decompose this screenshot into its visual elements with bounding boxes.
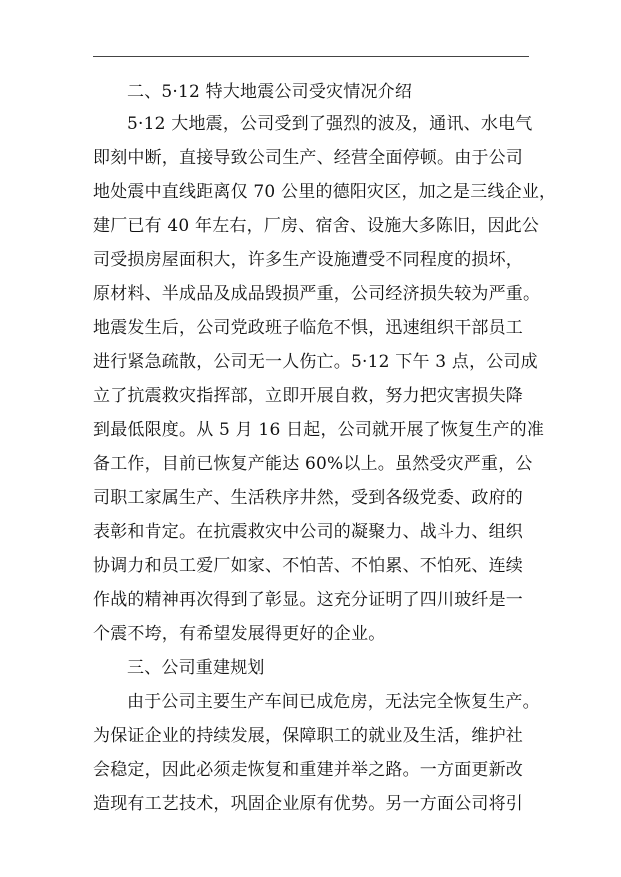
paragraph-line: 司职工家属生产、生活秩序井然，受到各级党委、政府的 bbox=[93, 488, 523, 508]
paragraph-line: 立了抗震救灾指挥部，立即开展自救，努力把灾害损失降 bbox=[93, 386, 523, 406]
paragraph-line: 由于公司主要生产车间已成危房，无法完全恢复生产。 bbox=[127, 692, 540, 712]
paragraph-line: 表彰和肯定。在抗震救灾中公司的凝聚力、战斗力、组织 bbox=[93, 522, 523, 542]
header-rule bbox=[93, 56, 529, 57]
paragraph-line: 司受损房屋面积大，许多生产设施遭受不同程度的损坏， bbox=[93, 250, 523, 270]
paragraph-line: 即刻中断，直接导致公司生产、经营全面停顿。由于公司 bbox=[93, 148, 523, 168]
paragraph-line: 备工作，目前已恢复产能达 60%以上。虽然受灾严重，公 bbox=[93, 454, 533, 474]
paragraph-line: 原材料、半成品及成品毁损严重，公司经济损失较为严重。 bbox=[93, 284, 541, 304]
paragraph-line: 作战的精神再次得到了彰显。这充分证明了四川玻纤是一 bbox=[93, 590, 523, 610]
paragraph-line: 地震发生后，公司党政班子临危不惧，迅速组织干部员工 bbox=[93, 318, 523, 338]
paragraph-line: 个震不垮，有希望发展得更好的企业。 bbox=[93, 624, 386, 644]
paragraph-line: 5·12 大地震，公司受到了强烈的波及，通讯、水电气 bbox=[127, 114, 533, 134]
paragraph-line: 建厂已有 40 年左右，厂房、宿舍、设施大多陈旧，因此公 bbox=[93, 216, 540, 236]
paragraph-line: 地处震中直线距离仅 70 公里的德阳灾区，加之是三线企业， bbox=[93, 182, 557, 202]
paragraph-line: 进行紧急疏散，公司无一人伤亡。5·12 下午 3 点，公司成 bbox=[93, 352, 538, 372]
paragraph-line: 为保证企业的持续发展，保障职工的就业及生活，维护社 bbox=[93, 726, 523, 746]
paragraph-line: 协调力和员工爱厂如家、不怕苦、不怕累、不怕死、连续 bbox=[93, 556, 523, 576]
paragraph-line: 会稳定，因此必须走恢复和重建并举之路。一方面更新改 bbox=[93, 760, 523, 780]
paragraph-line: 造现有工艺技术，巩固企业原有优势。另一方面公司将引 bbox=[93, 794, 523, 814]
section-heading-3: 三、公司重建规划 bbox=[127, 658, 265, 678]
paragraph-line: 到最低限度。从 5 月 16 日起，公司就开展了恢复生产的准 bbox=[93, 420, 545, 440]
section-heading-2: 二、5·12 特大地震公司受灾情况介绍 bbox=[127, 82, 413, 102]
